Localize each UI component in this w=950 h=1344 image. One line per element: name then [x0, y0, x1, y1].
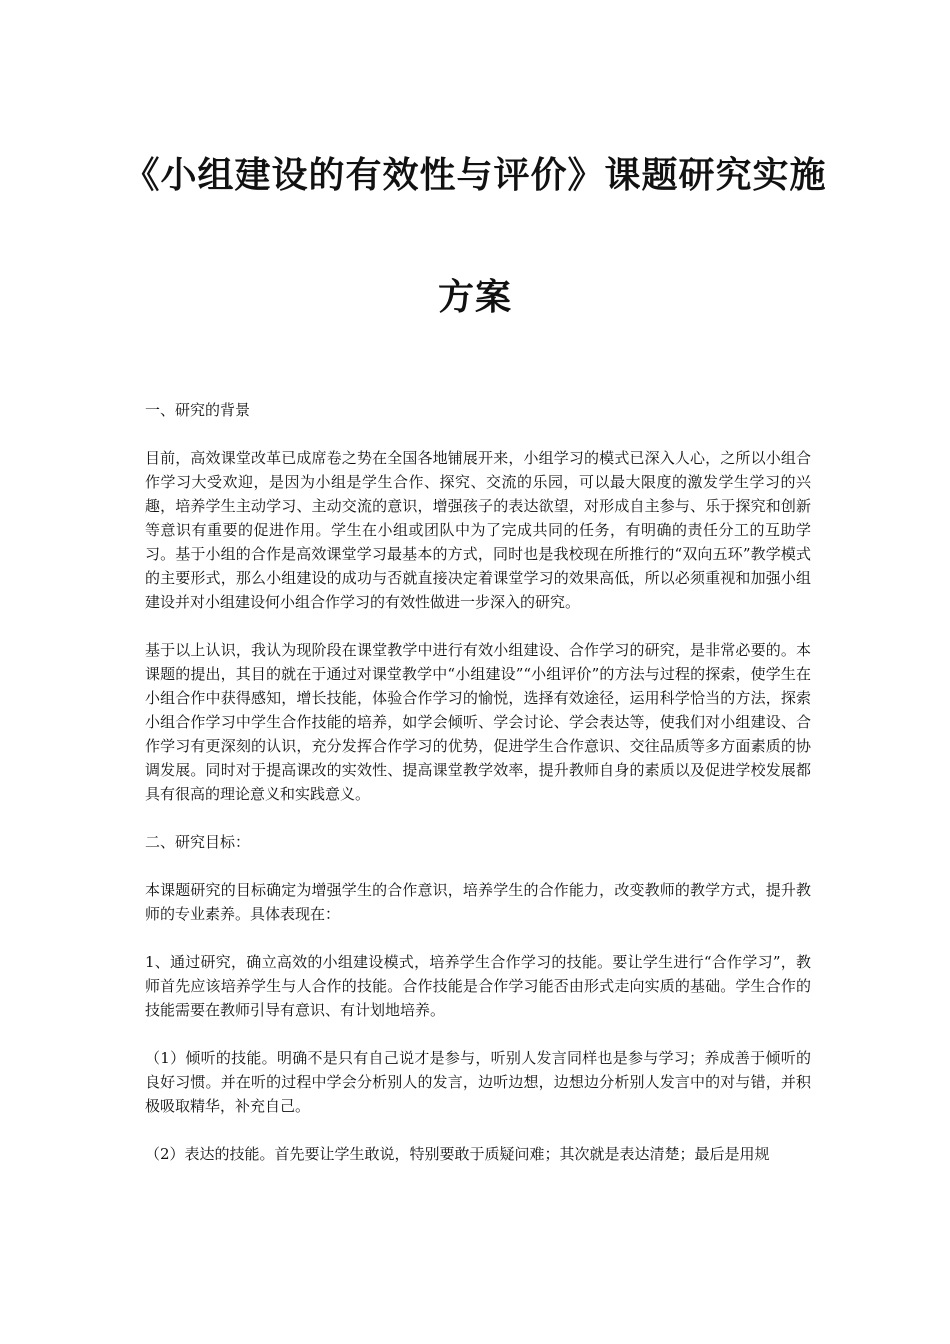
section1-heading: 一、研究的背景 [145, 401, 251, 419]
document-title-line2: 方案 [437, 277, 512, 318]
section2-paragraph-1: 本课题研究的目标确定为增强学生的合作意识，培养学生的合作能力，改变教师的教学方式，提升教师的专业素养。具体表现在： [145, 881, 811, 923]
section2-paragraph-4: （2）表达的技能。首先要让学生敢说，特别要敢于质疑问难；其次就是表达清楚；最后是用规 [145, 1145, 770, 1163]
document-body [145, 398, 811, 1190]
section2-heading: 二、研究目标： [145, 833, 251, 851]
section1-paragraph-2: 基于以上认识，我认为现阶段在课堂教学中进行有效小组建设、合作学习的研究，是非常必要的。本课题的提出，其目的就在于通过对课堂教学中“小组建设”“小组评价”的方法与过程的探索，使学生在小组合作中获得感知，增长技能，体验合作学习的愉悦，选择有效途径，运用科学恰当的方法，探索小组合作学习中学生合作技能的培养，如学会倾听、学会讨论、学会表达等，使我们对小组建设、合作学习有更深刻的认识，充分发挥合作学习的优势，促进学生合作意识、交往品质等多方面素质的协调发展。同时对于提高课改的实效性、提高课堂教学效率，提升教师自身的素质以及促进学校发展都具有很高的理论意义和实践意义。 [145, 641, 811, 803]
document-title-line1: 《小组建设的有效性与评价》课题研究实施 [123, 155, 827, 196]
section1-paragraph-1: 目前，高效课堂改革已成席卷之势在全国各地铺展开来，小组学习的模式已深入人心，之所以小组合作学习大受欢迎，是因为小组是学生合作、探究、交流的乐园，可以最大限度的激发学生学习的兴趣，培养学生主动学习、主动交流的意识，增强孩子的表达欲望，对形成自主参与、乐于探究和创新等意识有重要的促进作用。学生在小组或团队中为了完成共同的任务，有明确的责任分工的互助学习。基于小组的合作是高效课堂学习最基本的方式，同时也是我校现在所推行的“双向五环”教学模式的主要形式，那么小组建设的成功与否就直接决定着课堂学习的效果高低，所以必须重视和加强小组建设并对小组建设何小组合作学习的有效性做进一步深入的研究。 [145, 449, 811, 611]
section2-paragraph-3: （1）倾听的技能。明确不是只有自己说才是参与，听别人发言同样也是参与学习；养成善于倾听的良好习惯。并在听的过程中学会分析别人的发言，边听边想，边想边分析别人发言中的对与错，并积极吸取精华，补充自己。 [145, 1049, 811, 1115]
section2-paragraph-2: 1、通过研究，确立高效的小组建设模式，培养学生合作学习的技能。要让学生进行“合作学习”，教师首先应该培养学生与人合作的技能。合作技能是合作学习能否由形式走向实质的基础。学生合作的技能需要在教师引导有意识、有计划地培养。 [145, 953, 811, 1019]
